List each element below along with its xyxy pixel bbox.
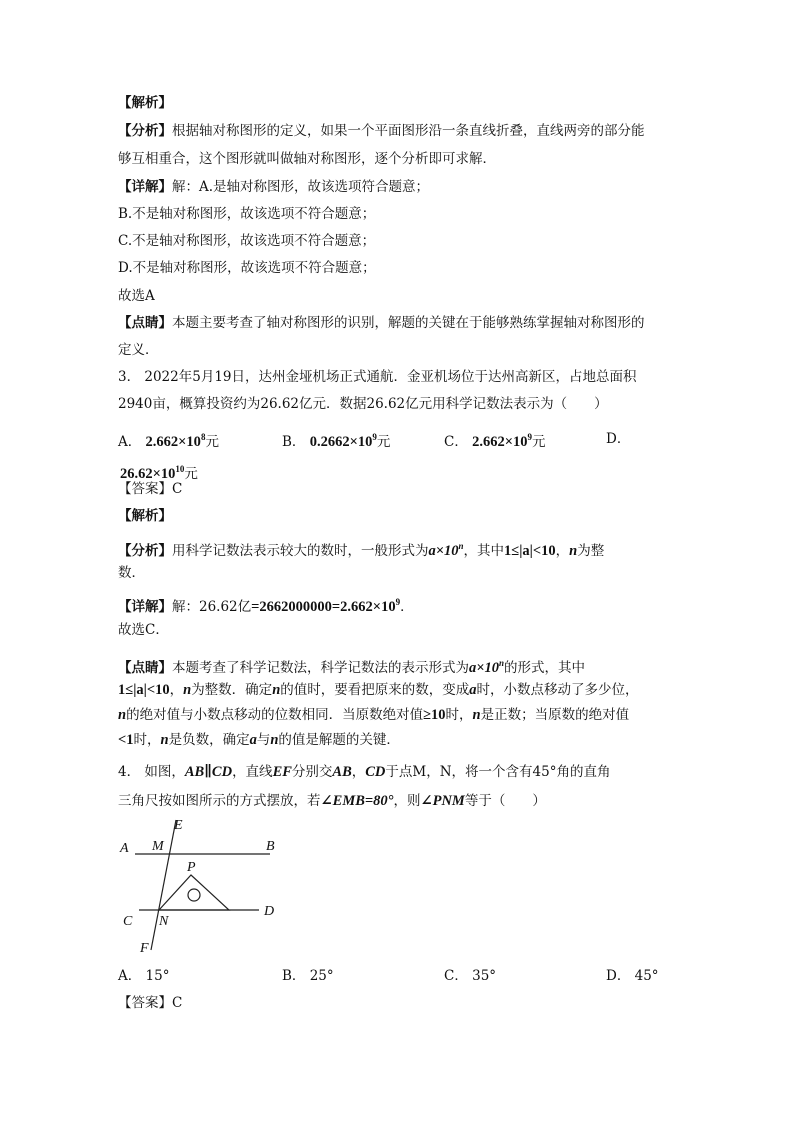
- q3-conclusion: 故选C．: [118, 622, 169, 638]
- math: n: [270, 732, 279, 748]
- detail-tag: 【详解】: [118, 599, 172, 615]
- q3-analysis-heading: 【解析】: [118, 508, 172, 524]
- option-exponent: 9: [372, 432, 377, 442]
- q3-stem-line2: 2940亩，概算投资约为26.62亿元．数据26.62亿元用科学记数法表示为（ ）: [118, 396, 608, 412]
- option-unit: 元: [532, 434, 546, 450]
- option-label: B．: [282, 434, 306, 450]
- comment-text-line2: 定义．: [118, 342, 159, 358]
- option-math: 2.662×10: [145, 434, 201, 450]
- text: 为整数．确定: [191, 682, 273, 698]
- text: 为整: [577, 543, 605, 559]
- math-exponent: n: [499, 658, 505, 668]
- q3-analysis-paragraph: [118, 537, 604, 560]
- text: 的形式，其中: [504, 660, 586, 676]
- q3-answer: 【答案】C: [118, 481, 183, 497]
- analysis-tag: 【分析】: [118, 123, 172, 139]
- detail-tag: 【详解】: [118, 179, 172, 195]
- text: ，: [169, 682, 184, 698]
- label-n: N: [159, 914, 169, 929]
- text: 4． 如图，: [118, 764, 185, 780]
- analysis-tag: 【分析】: [118, 543, 172, 559]
- text: 三角尺按如图所示的方式摆放，若: [118, 793, 321, 809]
- option-label: A．: [118, 434, 142, 450]
- detail-text: 解：A.是轴对称图形，故该选项符合题意；: [172, 179, 430, 195]
- q4-option-c: C． 35°: [444, 968, 497, 984]
- math: CD: [365, 764, 386, 780]
- math: 1≤|a|<10: [118, 682, 170, 698]
- label-b: B: [266, 839, 275, 854]
- math: =2662000000=2.662×10: [251, 599, 396, 615]
- set-square-triangle: [159, 875, 229, 910]
- option-math: 2.662×10: [472, 434, 528, 450]
- text: 等于（ ）: [464, 793, 546, 809]
- math: AB: [332, 764, 352, 780]
- math: n: [272, 682, 281, 698]
- q3-option-c: [444, 428, 546, 451]
- q3-comment-line3: [118, 706, 629, 724]
- math: a: [249, 732, 257, 748]
- option-unit: 元: [376, 434, 391, 450]
- label-d: D: [264, 904, 275, 919]
- text: ，则: [393, 793, 421, 809]
- q3-comment-line4: [118, 731, 400, 749]
- option-exponent: 8: [200, 432, 206, 442]
- q4-option-d: D． 45°: [606, 968, 659, 984]
- q3-detail-paragraph: [118, 593, 414, 616]
- label-f: F: [140, 941, 149, 956]
- math: n: [160, 732, 169, 748]
- label-p: P: [187, 860, 196, 875]
- text: 的值是解题的关键．: [278, 732, 400, 748]
- comment-text: 本题主要考查了轴对称图形的识别，解题的关键在于能够熟练掌握轴对称图形的: [172, 315, 645, 331]
- q3-option-a: [118, 428, 219, 451]
- text: 与: [256, 732, 271, 748]
- label-c: C: [123, 914, 133, 929]
- analysis-text: 根据轴对称图形的定义，如果一个平面图形沿一条直线折叠，直线两旁的部分能: [172, 123, 645, 139]
- text: 用科学记数法表示较大的数时，一般形式为: [172, 543, 429, 559]
- label-e: E: [174, 818, 183, 833]
- text: 时，小数点移动了多少位，: [476, 682, 639, 698]
- math: AB∥CD: [184, 764, 233, 780]
- analysis-paragraph: [118, 122, 645, 140]
- parallel-lines-figure: [112, 812, 292, 962]
- math: EF: [272, 764, 292, 780]
- math: 1≤|a|<10: [504, 543, 556, 559]
- q4-stem-line1: [118, 763, 610, 781]
- q3-stem-line1: 3． 2022年5月19日，达州金垭机场正式通航．金亚机场位于达州高新区，占地总面积: [118, 369, 637, 385]
- text: 的绝对值与小数点移动的位数相同．当原数绝对值: [126, 707, 424, 723]
- math: a×10: [428, 543, 459, 559]
- math-exponent: 9: [395, 597, 401, 607]
- option-unit: 元: [184, 466, 198, 482]
- detail-line-c: C.不是轴对称图形，故该选项不符合题意；: [118, 233, 376, 249]
- math: ≥10: [423, 707, 446, 723]
- text: ，: [555, 543, 570, 559]
- text: 的值时，要看把原来的数，变成: [280, 682, 470, 698]
- text: 于点M，N，将一个含有45°角的直角: [385, 764, 611, 780]
- option-unit: 元: [205, 434, 219, 450]
- q4-stem-line2: [118, 792, 546, 810]
- option-math: 0.2662×10: [309, 434, 373, 450]
- q3-comment-line1: [118, 654, 585, 677]
- q3-option-d-label: D．: [606, 431, 631, 447]
- comment-paragraph: [118, 314, 645, 332]
- q4-answer: 【答案】C: [118, 995, 183, 1011]
- math: n: [569, 543, 578, 559]
- text: ，: [351, 764, 366, 780]
- math: a×10: [469, 660, 500, 676]
- analysis-text-line2: 够互相重合，这个图形就叫做轴对称图形，逐个分析即可求解．: [118, 151, 496, 167]
- detail-line-b: B.不是轴对称图形，故该选项不符合题意；: [118, 206, 376, 222]
- comment-tag: 【点睛】: [118, 660, 172, 676]
- text: ，其中: [463, 543, 505, 559]
- conclusion: 故选A: [118, 288, 155, 304]
- option-math: 26.62×10: [120, 466, 176, 482]
- detail-line-d: D.不是轴对称图形，故该选项不符合题意；: [118, 260, 376, 276]
- detail-paragraph: [118, 178, 429, 196]
- comment-tag: 【点睛】: [118, 315, 172, 331]
- math: n: [472, 707, 481, 723]
- label-m: M: [152, 839, 164, 854]
- q4-option-a: A． 15°: [118, 968, 170, 984]
- option-exponent: 9: [527, 432, 533, 442]
- option-label: C．: [444, 434, 468, 450]
- math: <1: [118, 732, 134, 748]
- text: 是正数；当原数的绝对值: [480, 707, 630, 723]
- text: ．: [400, 599, 414, 615]
- text: 是负数，确定: [168, 732, 250, 748]
- analysis-heading: 【解析】: [118, 95, 172, 111]
- text: 分别交: [291, 764, 333, 780]
- text: 本题考查了科学记数法，科学记数法的表示形式为: [172, 660, 469, 676]
- math: n: [183, 682, 192, 698]
- math: ∠PNM: [420, 793, 465, 809]
- q3-option-b: [282, 428, 390, 451]
- option-exponent: 10: [175, 464, 185, 474]
- q3-comment-line2: [118, 681, 639, 699]
- math-exponent: n: [458, 541, 464, 551]
- text: 时，: [133, 732, 161, 748]
- text: 解：26.62亿: [172, 599, 252, 615]
- text: 时，: [445, 707, 473, 723]
- q3-analysis-line2: 数．: [118, 565, 145, 581]
- label-a: A: [120, 841, 129, 856]
- math: ∠EMB=80°: [320, 793, 394, 809]
- set-square-hole: [188, 889, 200, 901]
- text: ，直线: [232, 764, 273, 780]
- q4-option-b: B． 25°: [282, 968, 334, 984]
- math: n: [118, 707, 127, 723]
- math: a: [469, 682, 477, 698]
